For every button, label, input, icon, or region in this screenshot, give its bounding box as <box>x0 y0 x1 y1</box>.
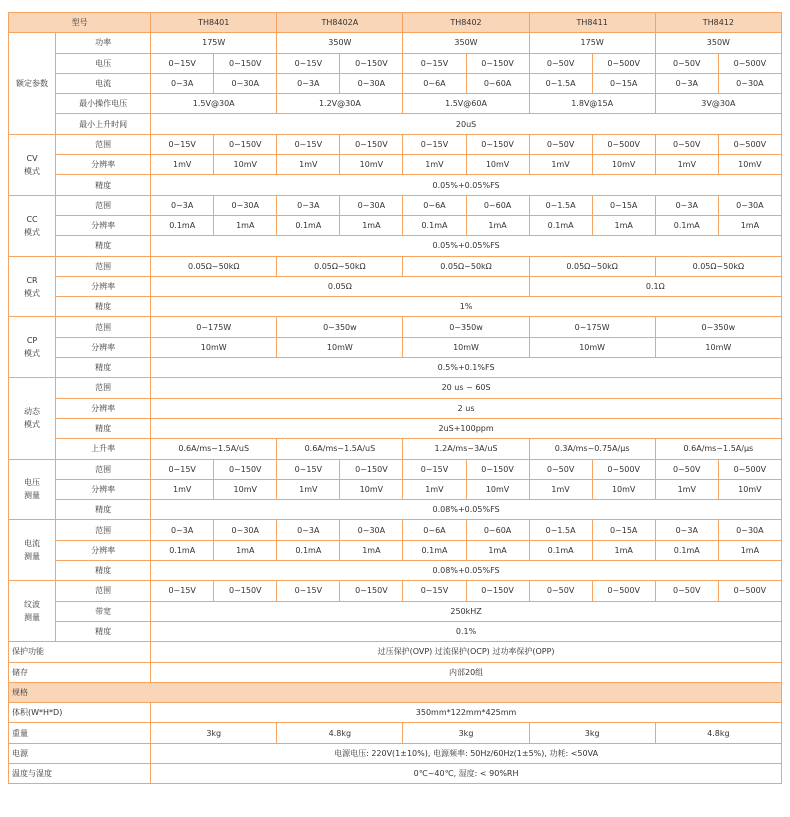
table-row <box>9 276 782 296</box>
value-cell: 0.05Ω~50kΩ <box>277 256 403 276</box>
value-cell: 0~150V <box>214 134 277 154</box>
value-cell: 0~150V <box>466 53 529 73</box>
value-cell: 0~1.5A <box>529 520 592 540</box>
row-label: 精度 <box>56 358 151 378</box>
table-row <box>9 581 782 601</box>
value-cell: 0~60A <box>466 520 529 540</box>
value-cell: 0~6A <box>403 195 466 215</box>
row-label: 体积(W*H*D) <box>9 703 151 723</box>
value-cell: 0~50V <box>655 134 718 154</box>
row-label: 分辨率 <box>56 155 151 175</box>
value-cell: 10mV <box>340 155 403 175</box>
value-cell: 0.5%+0.1%FS <box>151 358 782 378</box>
value-cell: 0.1mA <box>277 540 340 560</box>
value-cell: 1mA <box>592 540 655 560</box>
value-cell: 0.05Ω~50kΩ <box>655 256 781 276</box>
value-cell: 10mV <box>340 479 403 499</box>
value-cell: 175W <box>529 33 655 53</box>
group-label: CR 模式 <box>9 256 56 317</box>
value-cell: 0~1.5A <box>529 73 592 93</box>
row-label: 分辨率 <box>56 215 151 235</box>
value-cell: 0.6A/ms~1.5A/uS <box>151 439 277 459</box>
value-cell: 0.05Ω~50kΩ <box>529 256 655 276</box>
value-cell: 0~60A <box>466 195 529 215</box>
section-title: 规格 <box>9 682 782 702</box>
group-label: CP 模式 <box>9 317 56 378</box>
value-cell: 10mV <box>718 479 781 499</box>
value-cell: 1.8V@15A <box>529 94 655 114</box>
row-label: 分辨率 <box>56 479 151 499</box>
value-cell: 10mW <box>529 337 655 357</box>
value-cell: 0~15A <box>592 520 655 540</box>
spec-table <box>8 12 782 784</box>
table-row <box>9 358 782 378</box>
value-cell: 0~150V <box>466 581 529 601</box>
value-cell: 0~15V <box>277 53 340 73</box>
row-label: 电源 <box>9 743 151 763</box>
value-cell: 2uS+100ppm <box>151 418 782 438</box>
value-cell: 0.1mA <box>655 540 718 560</box>
value-cell: 1mA <box>592 215 655 235</box>
table-row <box>9 561 782 581</box>
table-row <box>9 642 782 662</box>
value-cell: 1.2A/ms~3A/uS <box>403 439 529 459</box>
value-cell: 0~350w <box>403 317 529 337</box>
value-cell: 0.1mA <box>151 540 214 560</box>
value-cell: 10mV <box>214 479 277 499</box>
row-label: 分辨率 <box>56 540 151 560</box>
group-label: 额定参数 <box>9 33 56 134</box>
value-cell: 350W <box>655 33 781 53</box>
group-label: CC 模式 <box>9 195 56 256</box>
value-cell: 10mV <box>214 155 277 175</box>
value-cell: 1mA <box>466 540 529 560</box>
value-cell: 内部20组 <box>151 662 782 682</box>
table-row <box>9 723 782 743</box>
row-label: 分辨率 <box>56 276 151 296</box>
group-label: CV 模式 <box>9 134 56 195</box>
value-cell: 0~3A <box>151 73 214 93</box>
header-model-name: TH8411 <box>529 13 655 33</box>
value-cell: 3kg <box>151 723 277 743</box>
table-row <box>9 540 782 560</box>
value-cell: 0~150V <box>466 459 529 479</box>
table-row <box>9 297 782 317</box>
row-label: 精度 <box>56 561 151 581</box>
header-row <box>9 13 782 33</box>
value-cell: 0.08%+0.05%FS <box>151 561 782 581</box>
value-cell: 0.1mA <box>529 215 592 235</box>
row-label: 范围 <box>56 195 151 215</box>
group-label: 纹波 测量 <box>9 581 56 642</box>
row-label: 功率 <box>56 33 151 53</box>
value-cell: 0.1mA <box>655 215 718 235</box>
value-cell: 0~15V <box>151 134 214 154</box>
table-row <box>9 337 782 357</box>
value-cell: 0~15V <box>403 459 466 479</box>
value-cell: 1.2V@30A <box>277 94 403 114</box>
row-label: 范围 <box>56 459 151 479</box>
value-cell: 10mW <box>403 337 529 357</box>
value-cell: 0~3A <box>655 73 718 93</box>
value-cell: 0.6A/ms~1.5A/μs <box>655 439 781 459</box>
value-cell: 175W <box>151 33 277 53</box>
value-cell: 0~30A <box>340 73 403 93</box>
value-cell: 1mV <box>151 155 214 175</box>
value-cell: 1mV <box>277 155 340 175</box>
value-cell: 10mV <box>718 155 781 175</box>
value-cell: 0~30A <box>718 195 781 215</box>
table-row <box>9 155 782 175</box>
value-cell: 0.6A/ms~1.5A/uS <box>277 439 403 459</box>
value-cell: 4.8kg <box>655 723 781 743</box>
value-cell: 0.1% <box>151 621 782 641</box>
value-cell: 0~30A <box>214 73 277 93</box>
value-cell: 0~150V <box>340 53 403 73</box>
value-cell: 0.1mA <box>151 215 214 235</box>
value-cell: 0~3A <box>277 73 340 93</box>
table-row <box>9 662 782 682</box>
row-label: 分辨率 <box>56 337 151 357</box>
value-cell: 10mW <box>655 337 781 357</box>
value-cell: 10mV <box>592 479 655 499</box>
value-cell: 0~15A <box>592 195 655 215</box>
value-cell: 电源电压: 220V(1±10%), 电源频率: 50Hz/60Hz(1±5%), 功耗: <50VA <box>151 743 782 763</box>
value-cell: 0~30A <box>340 195 403 215</box>
table-row <box>9 134 782 154</box>
value-cell: 0~150V <box>214 459 277 479</box>
row-label: 电压 <box>56 53 151 73</box>
spec-table-body <box>9 13 782 784</box>
value-cell: 20uS <box>151 114 782 134</box>
value-cell: 0~500V <box>592 53 655 73</box>
value-cell: 350W <box>403 33 529 53</box>
row-label: 范围 <box>56 317 151 337</box>
value-cell: 0~15V <box>151 459 214 479</box>
table-row <box>9 763 782 783</box>
table-row <box>9 256 782 276</box>
value-cell: 0~6A <box>403 73 466 93</box>
value-cell: 350W <box>277 33 403 53</box>
value-cell: 10mW <box>151 337 277 357</box>
row-label: 最小操作电压 <box>56 94 151 114</box>
value-cell: 0~15A <box>592 73 655 93</box>
value-cell: 1mV <box>655 155 718 175</box>
row-label: 保护功能 <box>9 642 151 662</box>
value-cell: 1mA <box>466 215 529 235</box>
value-cell: 0~175W <box>529 317 655 337</box>
value-cell: 0~6A <box>403 520 466 540</box>
value-cell: 0~15V <box>277 581 340 601</box>
value-cell: 1.5V@60A <box>403 94 529 114</box>
value-cell: 0~15V <box>403 134 466 154</box>
value-cell: 1mV <box>403 155 466 175</box>
table-row <box>9 398 782 418</box>
row-label: 分辨率 <box>56 398 151 418</box>
row-label: 温度与湿度 <box>9 763 151 783</box>
value-cell: 350mm*122mm*425mm <box>151 703 782 723</box>
value-cell: 1mA <box>718 540 781 560</box>
table-row <box>9 33 782 53</box>
value-cell: 0~500V <box>718 581 781 601</box>
table-row <box>9 73 782 93</box>
table-row <box>9 520 782 540</box>
row-label: 储存 <box>9 662 151 682</box>
value-cell: 0.1Ω <box>529 276 781 296</box>
value-cell: 20 us ~ 60S <box>151 378 782 398</box>
value-cell: 0.1mA <box>277 215 340 235</box>
value-cell: 0~50V <box>529 581 592 601</box>
value-cell: 0~150V <box>340 581 403 601</box>
value-cell: 1mA <box>718 215 781 235</box>
value-cell: 10mV <box>592 155 655 175</box>
table-row <box>9 114 782 134</box>
value-cell: 3V@30A <box>655 94 781 114</box>
value-cell: 0.05Ω <box>151 276 529 296</box>
value-cell: 2 us <box>151 398 782 418</box>
value-cell: 0~150V <box>466 134 529 154</box>
value-cell: 1mA <box>340 540 403 560</box>
row-label: 范围 <box>56 581 151 601</box>
value-cell: 0~15V <box>277 134 340 154</box>
value-cell: 0~150V <box>214 581 277 601</box>
value-cell: 0~1.5A <box>529 195 592 215</box>
row-label: 重量 <box>9 723 151 743</box>
table-row <box>9 215 782 235</box>
group-label: 动态 模式 <box>9 378 56 459</box>
row-label: 精度 <box>56 175 151 195</box>
value-cell: 0~30A <box>718 520 781 540</box>
table-row <box>9 195 782 215</box>
table-row <box>9 743 782 763</box>
row-label: 精度 <box>56 236 151 256</box>
value-cell: 0~15V <box>151 581 214 601</box>
value-cell: 0~175W <box>151 317 277 337</box>
header-model-name: TH8412 <box>655 13 781 33</box>
value-cell: 0.1mA <box>403 540 466 560</box>
value-cell: 0~30A <box>340 520 403 540</box>
value-cell: 1mV <box>277 479 340 499</box>
value-cell: 1mV <box>403 479 466 499</box>
table-row <box>9 175 782 195</box>
value-cell: 10mW <box>277 337 403 357</box>
value-cell: 0~50V <box>529 459 592 479</box>
value-cell: 3kg <box>403 723 529 743</box>
value-cell: 0~500V <box>718 134 781 154</box>
row-label: 范围 <box>56 256 151 276</box>
value-cell: 0~50V <box>529 53 592 73</box>
value-cell: 0.1mA <box>529 540 592 560</box>
value-cell: 0~15V <box>151 53 214 73</box>
value-cell: 0~50V <box>655 459 718 479</box>
value-cell: 0.1mA <box>403 215 466 235</box>
value-cell: 0~50V <box>529 134 592 154</box>
value-cell: 0~150V <box>214 53 277 73</box>
value-cell: 0~500V <box>718 53 781 73</box>
value-cell: 0.05Ω~50kΩ <box>403 256 529 276</box>
value-cell: 1mA <box>340 215 403 235</box>
value-cell: 0.08%+0.05%FS <box>151 500 782 520</box>
value-cell: 0~150V <box>340 459 403 479</box>
value-cell: 0~3A <box>277 520 340 540</box>
group-label: 电流 测量 <box>9 520 56 581</box>
table-row <box>9 621 782 641</box>
value-cell: 10mV <box>466 155 529 175</box>
table-row <box>9 500 782 520</box>
value-cell: 0~3A <box>151 195 214 215</box>
value-cell: 1mV <box>655 479 718 499</box>
value-cell: 0~60A <box>466 73 529 93</box>
value-cell: 过压保护(OVP) 过流保护(OCP) 过功率保护(OPP) <box>151 642 782 662</box>
value-cell: 1mV <box>529 155 592 175</box>
table-row <box>9 459 782 479</box>
header-model-label: 型号 <box>9 13 151 33</box>
value-cell: 0.05%+0.05%FS <box>151 236 782 256</box>
table-row <box>9 439 782 459</box>
row-label: 范围 <box>56 378 151 398</box>
value-cell: 0~15V <box>403 581 466 601</box>
value-cell: 10mV <box>466 479 529 499</box>
value-cell: 0~3A <box>151 520 214 540</box>
value-cell: 0~30A <box>718 73 781 93</box>
value-cell: 1.5V@30A <box>151 94 277 114</box>
row-label: 范围 <box>56 134 151 154</box>
value-cell: 0~50V <box>655 53 718 73</box>
table-row <box>9 317 782 337</box>
table-row <box>9 53 782 73</box>
value-cell: 0.05Ω~50kΩ <box>151 256 277 276</box>
value-cell: 0~15V <box>403 53 466 73</box>
value-cell: 3kg <box>529 723 655 743</box>
header-model-name: TH8402A <box>277 13 403 33</box>
value-cell: 0~150V <box>340 134 403 154</box>
table-row <box>9 703 782 723</box>
table-row <box>9 601 782 621</box>
value-cell: 0.3A/ms~0.75A/μs <box>529 439 655 459</box>
value-cell: 0~350w <box>277 317 403 337</box>
row-label: 最小上升时间 <box>56 114 151 134</box>
row-label: 上升率 <box>56 439 151 459</box>
row-label: 带宽 <box>56 601 151 621</box>
row-label: 精度 <box>56 297 151 317</box>
table-row <box>9 236 782 256</box>
value-cell: 1mV <box>529 479 592 499</box>
value-cell: 4.8kg <box>277 723 403 743</box>
row-label: 精度 <box>56 500 151 520</box>
value-cell: 0~30A <box>214 195 277 215</box>
section-header-row <box>9 682 782 702</box>
row-label: 精度 <box>56 621 151 641</box>
table-row <box>9 479 782 499</box>
row-label: 电流 <box>56 73 151 93</box>
value-cell: 0~500V <box>718 459 781 479</box>
header-model-name: TH8401 <box>151 13 277 33</box>
value-cell: 0~3A <box>277 195 340 215</box>
value-cell: 1mA <box>214 215 277 235</box>
header-model-name: TH8402 <box>403 13 529 33</box>
value-cell: 1mA <box>214 540 277 560</box>
table-row <box>9 418 782 438</box>
value-cell: 0~500V <box>592 581 655 601</box>
value-cell: 0.05%+0.05%FS <box>151 175 782 195</box>
value-cell: 0~3A <box>655 520 718 540</box>
row-label: 范围 <box>56 520 151 540</box>
value-cell: 0~350w <box>655 317 781 337</box>
value-cell: 0~500V <box>592 134 655 154</box>
table-row <box>9 94 782 114</box>
value-cell: 0~30A <box>214 520 277 540</box>
value-cell: 0~50V <box>655 581 718 601</box>
value-cell: 0~3A <box>655 195 718 215</box>
table-row <box>9 378 782 398</box>
row-label: 精度 <box>56 418 151 438</box>
value-cell: 0~15V <box>277 459 340 479</box>
value-cell: 1mV <box>151 479 214 499</box>
value-cell: 250kHZ <box>151 601 782 621</box>
group-label: 电压 测量 <box>9 459 56 520</box>
value-cell: 0~500V <box>592 459 655 479</box>
value-cell: 1% <box>151 297 782 317</box>
value-cell: 0℃~40℃, 湿度: < 90%RH <box>151 763 782 783</box>
